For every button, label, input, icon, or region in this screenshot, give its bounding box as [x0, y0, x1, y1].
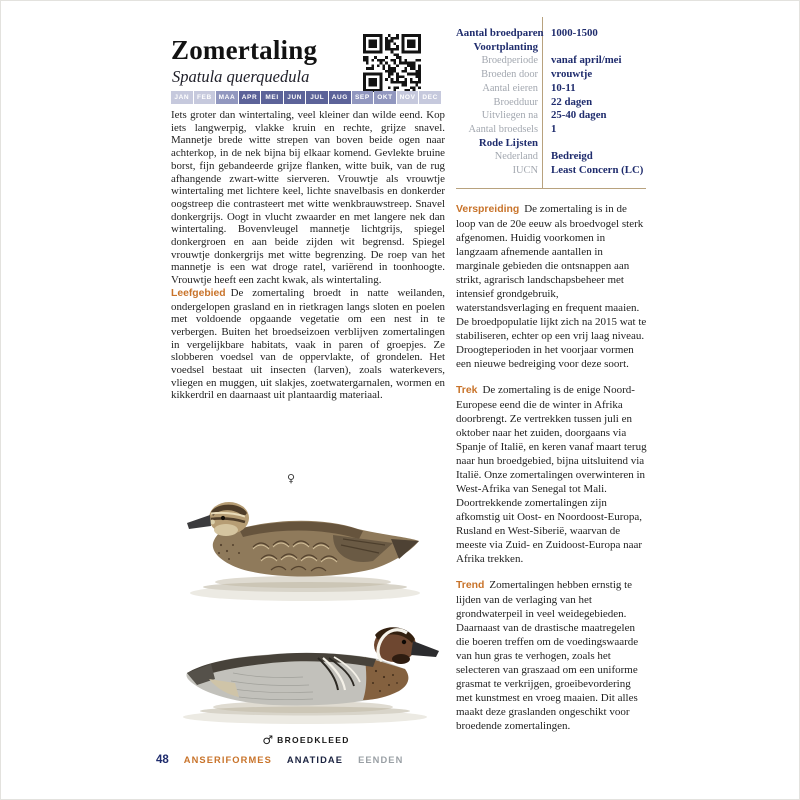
infobox-value: 10-11 — [551, 81, 576, 94]
month-cell: FEB — [194, 91, 216, 104]
infobox-row — [456, 109, 646, 123]
infobox-label: Nederland — [494, 151, 538, 163]
infobox-value: Bedreigd — [551, 150, 593, 163]
infobox-label: Uitvliegen na — [481, 110, 538, 122]
section-heading: Leefgebied — [171, 287, 226, 299]
infobox-label: Broeden door — [481, 69, 538, 81]
scientific-name: Spatula querquedula — [172, 67, 310, 86]
month-cell: DEC — [419, 91, 441, 104]
male-caption-text: BROEDKLEED — [277, 735, 350, 745]
infobox-bottom-rule — [456, 188, 646, 189]
section-paragraph — [456, 383, 647, 566]
section-heading: Trend — [456, 580, 485, 591]
infobox-row — [456, 123, 646, 137]
infobox-value: 1000-1500 — [551, 27, 598, 39]
infobox-value: vanaf april/mei — [551, 54, 622, 67]
infobox-value: 1 — [551, 122, 557, 135]
section-text: De zomertaling broedt in natte weilanden, ondergelopen grasland en in rietkragen langs sloten en poelen met voldoende opgaande vegetatie om een nest in te verbergen. Buiten het broedseizoen verblijven zomertalingen in vergelijkbare habitats, vaak in paren of groepjes. Ze slobberen voedsel van de oppervlakte, of grondelen. Het voedsel bestaat uit insecten (larven), zoals waterkevers, vliegen en muggen, uit slakjes, zoetwatergarnalen, wormen en kikkerdril en daarnaast uit plantaardig materiaal. — [171, 286, 445, 402]
infobox-row — [456, 164, 646, 178]
month-cell: NOV — [397, 91, 419, 104]
infobox-value: Least Concern (LC) — [551, 164, 644, 177]
infobox-value — [551, 41, 646, 55]
qr-code — [363, 34, 421, 92]
male-caption — [171, 730, 441, 748]
infobox-value: 22 dagen — [551, 95, 593, 108]
section-paragraph — [456, 202, 647, 371]
footer-order: ANSERIFORMES — [183, 755, 272, 765]
infobox-label: Broedduur — [493, 96, 538, 108]
month-cell: APR — [239, 91, 261, 104]
right-text-column — [456, 202, 647, 733]
section-text: Zomertalingen hebben ernstig te lijden van de verlaging van het grondwaterpeil in veel weidegebieden. Daarnaast van de drastische maatregelen die boeren treffen om de voedingswaarde van hun gras te verhogen, zoals het selecteren van graszaad om een uniforme grasmat te verkrijgen, groeibevordering met kunstmest en vroeg maaien. Dit alles maakt deze graslanden ongeschikt voor broedende zomertalingen. — [456, 579, 639, 732]
infobox-label: Aantal broedsels — [468, 123, 538, 135]
section-paragraph — [171, 287, 445, 402]
infobox-value: vrouwtje — [551, 68, 593, 81]
page-number: 48 — [156, 754, 169, 766]
infobox-label: Voortplanting — [473, 40, 538, 53]
page-title: Zomertaling — [171, 35, 318, 65]
intro-paragraph: Iets groter dan wintertaling, veel kleiner dan wilde eend. Kop iets langwerpig, vlakke kruin en rechte, grijze snavel. Mannetje brede witte strepen van boven beide ogen naar achterkop, in de nek bijna bij elkaar komend. Gevlekte bruine borst, fijn gebandeerde grijze flanken, witte buik, van de rug afhangende zwart-witte sierveren. Vrouwtje als vrouwtje wintertaling met lichtere keel, lichte snavelbasis en donkerder oogstreep die contrasteert met witte wenkbrauwstreep. Snavel donkergrijs. Oogt in vlucht zwaarder en met langere nek dan wintertaling. Bovenvleugel mannetje lichtgrijs, spiegel donkergroen en aan beide zijden wit begrensd. Spiegel vrouwtje donkergrijs met witte begrenzing. De roep van het mannetje is een wat droge ratel, variërend in toonhoogte. Vrouwtje heeft een zacht kwak, als wintertaling. — [171, 109, 445, 287]
infobox-label: Aantal eieren — [482, 82, 538, 94]
section-heading: Verspreiding — [456, 204, 520, 215]
infobox-row — [456, 96, 646, 110]
male-symbol: ♂ — [262, 733, 274, 747]
infobox-label: Aantal broedparen — [456, 27, 544, 39]
female-duck-image — [183, 479, 433, 609]
infobox-row — [456, 54, 646, 68]
infobox-value: 25-40 dagen — [551, 109, 607, 122]
infobox-row — [456, 68, 646, 82]
infobox-label: Rode Lijsten — [478, 136, 538, 149]
female-symbol: ♀ — [287, 472, 296, 485]
infobox-row — [456, 27, 646, 41]
month-cell: SEP — [352, 91, 374, 104]
month-cell: JUN — [284, 91, 306, 104]
infobox-row — [456, 82, 646, 96]
breeding-infobox — [456, 27, 646, 178]
qr-code-icon — [363, 34, 421, 92]
infobox-label: IUCN — [512, 165, 538, 177]
infobox-row — [456, 150, 646, 164]
month-cell: MAA — [216, 91, 238, 104]
left-text-column — [171, 109, 445, 402]
month-cell: AUG — [329, 91, 351, 104]
infobox-value — [551, 137, 646, 151]
footer-family: ANATIDAE — [286, 755, 344, 765]
month-cell: OKT — [374, 91, 396, 104]
infobox-row — [456, 137, 646, 151]
section-heading: Trek — [456, 385, 478, 396]
infobox-label: Broedperiode — [481, 55, 538, 67]
section-text: De zomertaling is in de loop van de 20e eeuw als broedvogel sterk afgenomen. Huidig voorkomen in langzaam afnemende aantallen in marginale gebieden die ontsnappen aan strikt, agrarisch landschapsbeheer met intensief grondgebruik, waterstandsverlaging en frequent maaien. De broedpopulatie lijkt zich na 2015 wat te stabiliseren, echter op een vrij laag niveau. Droogteperioden in het voorjaar vormen een nieuwe bedreiging voor deze soort. — [456, 203, 647, 370]
month-cell: JUL — [306, 91, 328, 104]
page-footer — [156, 754, 403, 766]
footer-group: EENDEN — [358, 755, 404, 765]
female-duck-illustration — [183, 479, 433, 609]
month-bar — [171, 91, 441, 104]
male-duck-illustration — [173, 613, 441, 728]
section-text: De zomertaling is de enige Noord-Europese eend die de winter in Afrika doorbrengt. Ze vertrekken tussen juli en oktober naar het zuiden, doorgaans via Spanje of Italië, en keren vanaf maart terug naar hun broedgebied, bijna uitsluitend via Italië. Onze zomertalingen overwinteren in West-Afrika van Senegal tot Mali. Doortrekkende zomertalingen zijn afkomstig uit Oost- en Noordoost-Europa, Rusland en West-Siberië, waarvan de meeste via Zuid- en Zuidoost-Europa naar Afrika trekken. — [456, 384, 647, 565]
male-duck-image — [173, 613, 441, 728]
month-cell: JAN — [171, 91, 193, 104]
infobox-row — [456, 41, 646, 55]
month-cell: MEI — [261, 91, 283, 104]
section-paragraph — [456, 578, 647, 733]
